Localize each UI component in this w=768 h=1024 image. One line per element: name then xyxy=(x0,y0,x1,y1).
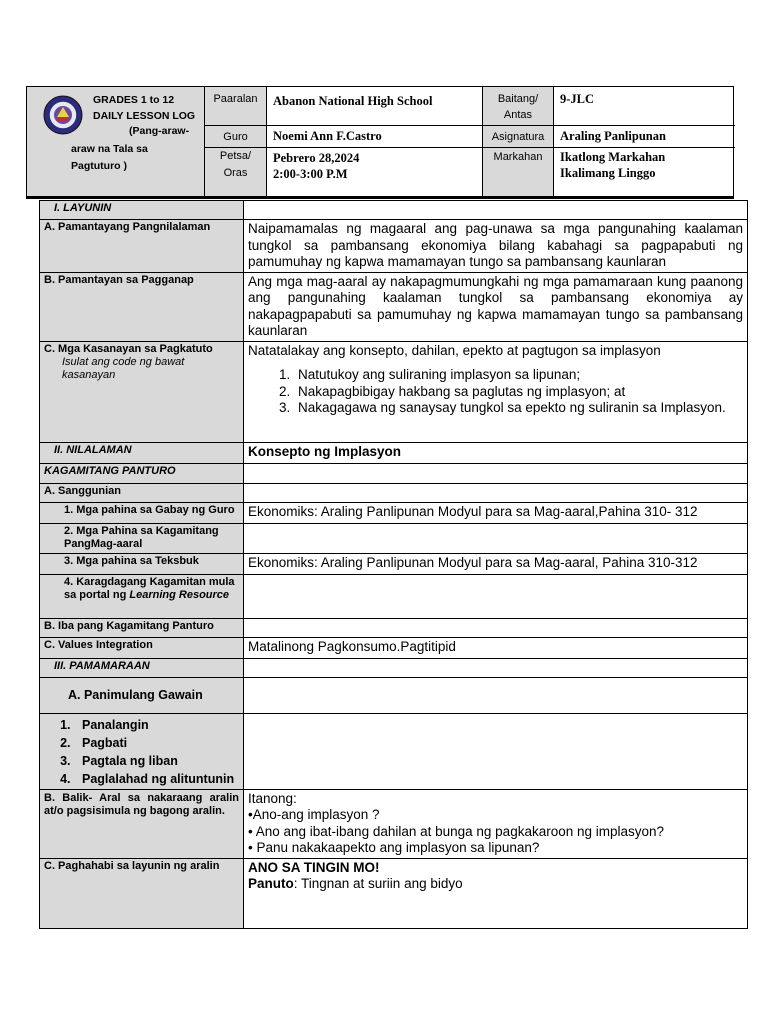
empty-cell xyxy=(244,463,748,483)
table-row xyxy=(40,442,748,463)
empty-cell xyxy=(244,201,748,220)
panimula-label: A. Panimulang Gawain xyxy=(40,677,244,713)
table-row xyxy=(40,483,748,502)
quarter-value-line1: Ikatlong Markahan xyxy=(560,150,666,164)
section-pamamaraan: III. PAMAMARAAN xyxy=(40,658,244,677)
paghahabi-title: ANO SA TINGIN MO! xyxy=(248,859,380,875)
teacher-label: Guro xyxy=(223,131,248,143)
panimula-list xyxy=(44,716,239,788)
table-row xyxy=(40,637,748,658)
list-item: 1. Panalangin xyxy=(74,716,239,734)
s4-label-text: 4. Karagdagang Kagamitan mula sa portal ng xyxy=(64,575,235,601)
date-value-line2: 2:00-3:00 P.M xyxy=(273,167,348,181)
date-label-line2: Oras xyxy=(223,167,248,179)
iba-label: B. Iba pang Kagamitang Panturo xyxy=(40,618,244,637)
balik-question: • Ano ang ibat-ibang dahilan at bunga ng pagkakaroon ng implasyon? xyxy=(248,823,665,839)
title-cell xyxy=(27,87,204,196)
table-row xyxy=(40,618,748,637)
empty-cell xyxy=(244,618,748,637)
grade-label xyxy=(483,91,553,123)
s4-label xyxy=(40,574,244,618)
subject-label: Asignatura xyxy=(491,131,545,143)
empty-cell xyxy=(244,713,748,789)
table-row xyxy=(40,523,748,553)
values-value: Matalinong Pagkonsumo.Pagtitipid xyxy=(244,637,748,658)
empty-cell xyxy=(244,574,748,618)
row-c-intro: Natatalakay ang konsepto, dahilan, epekto at pagtugon sa implasyon xyxy=(248,342,661,358)
row-c-label xyxy=(40,341,244,442)
header-table xyxy=(26,86,734,197)
list-item: 1. Natutukoy ang suliraning implasyon sa lipunan; xyxy=(294,367,743,384)
paghahabi-value xyxy=(244,858,748,928)
objectives-list xyxy=(248,367,743,417)
row-c-sub2: kasanayan xyxy=(62,368,116,381)
s2-label: 2. Mga Pahina sa Kagamitang PangMag-aaral xyxy=(40,523,244,553)
title-line2: DAILY LESSON LOG xyxy=(93,109,196,122)
subject-value: Araling Panlipunan xyxy=(560,129,666,143)
section-layunin: I. LAYUNIN xyxy=(40,201,244,220)
empty-cell xyxy=(244,523,748,553)
date-label-line1: Petsa/ xyxy=(219,150,252,162)
s3-value: Ekonomiks: Araling Panlipunan Modyul para sa Mag-aaral, Pahina 310-312 xyxy=(244,553,748,574)
table-row xyxy=(40,713,748,789)
balik-title: Itanong: xyxy=(248,790,297,806)
row-c-title: C. Mga Kasanayan sa Pagkatuto xyxy=(44,342,213,355)
s4-label-italic: Learning Resource xyxy=(129,588,230,601)
list-item: 2. Pagbati xyxy=(74,734,239,752)
empty-cell xyxy=(244,483,748,502)
table-row xyxy=(40,574,748,618)
row-c-sub1: Isulat ang code ng bawat xyxy=(62,355,185,368)
nilalaman-value: Konsepto ng Implasyon xyxy=(244,442,748,463)
grade-label-line1: Baitang/ xyxy=(497,93,539,105)
table-row xyxy=(40,789,748,858)
row-a-label: A. Pamantayang Pangnilalaman xyxy=(40,220,244,273)
row-b-label: B. Pamantayan sa Pagganap xyxy=(40,272,244,341)
row-a-value: Naipamamalas ng magaaral ang pag-unawa sa mga pangunahing kaalaman tungkol sa pambansang ekonomiya bilang kabahagi sa pagpapabuti ng pamumuhay ng kapwa mamamayan tungo sa pambansang kaunlaran xyxy=(244,220,748,273)
list-item: 2. Nakapagbibigay hakbang sa paglutas ng implasyon; at xyxy=(294,384,743,401)
panuto-line xyxy=(248,876,743,893)
school-value: Abanon National High School xyxy=(273,94,433,108)
panuto-value: : Tingnan at suriin ang bidyo xyxy=(293,876,463,891)
table-row xyxy=(40,658,748,677)
values-label: C. Values Integration xyxy=(40,637,244,658)
balik-question: •Ano-ang implasyon ? xyxy=(248,807,380,822)
balik-value xyxy=(244,789,748,858)
s1-value: Ekonomiks: Araling Panlipunan Modyul para sa Mag-aaral,Pahina 310- 312 xyxy=(244,502,748,523)
deped-seal-icon xyxy=(43,95,83,135)
empty-cell xyxy=(244,658,748,677)
grade-label-line2: Antas xyxy=(503,109,533,121)
title-line4: araw na Tala sa Pagtuturo ) xyxy=(71,143,148,172)
teacher-value: Noemi Ann F.Castro xyxy=(273,129,382,143)
grade-value: 9-JLC xyxy=(560,92,595,106)
title-line3: (Pang-araw- xyxy=(129,125,190,137)
panuto-label: Panuto xyxy=(248,876,294,891)
table-row xyxy=(40,201,748,220)
s3-label: 3. Mga pahina sa Teksbuk xyxy=(40,553,244,574)
section-kagamitan: KAGAMITANG PANTURO xyxy=(40,463,244,483)
quarter-label: Markahan xyxy=(493,151,543,163)
row-c-value xyxy=(244,341,748,442)
title-line1: GRADES 1 to 12 xyxy=(93,94,175,106)
date-value xyxy=(273,150,359,182)
date-label xyxy=(205,148,266,182)
panimula-items-cell xyxy=(40,713,244,789)
table-row xyxy=(40,220,748,273)
quarter-value xyxy=(560,149,665,181)
list-item: 4. Paglalahad ng alituntunin xyxy=(74,770,239,788)
table-row xyxy=(40,553,748,574)
balik-label: B. Balik- Aral sa nakaraang aralin at/o pagsisimula ng bagong aralin. xyxy=(40,789,244,858)
empty-cell xyxy=(244,677,748,713)
sanggunian-label: A. Sanggunian xyxy=(40,483,244,502)
table-row xyxy=(40,463,748,483)
section-nilalaman: II. NILALAMAN xyxy=(40,442,244,463)
row-b-value: Ang mga mag-aaral ay nakapagmumungkahi ng mga pamamaraan kung paanong ang pangunahing kaalaman tungkol sa pambansang ekonomiya ay nakapagpapabuti sa pamumuhay ng kapwa mamamayan tungo sa pambansang kaunlaran xyxy=(244,272,748,341)
table-row xyxy=(40,858,748,928)
quarter-value-line2: Ikalimang Linggo xyxy=(560,166,656,180)
title-block xyxy=(93,93,195,124)
balik-question: • Panu nakakaapekto ang implasyon sa lipunan? xyxy=(248,840,540,855)
paghahabi-label: C. Paghahabi sa layunin ng aralin xyxy=(40,858,244,928)
lesson-log-table xyxy=(39,200,748,929)
table-row xyxy=(40,502,748,523)
list-item: 3. Pagtala ng liban xyxy=(74,752,239,770)
list-item: 3. Nakagagawa ng sanaysay tungkol sa epekto ng suliranin sa Implasyon. xyxy=(294,400,743,417)
table-row xyxy=(40,677,748,713)
s1-label: 1. Mga pahina sa Gabay ng Guro xyxy=(40,502,244,523)
school-label: Paaralan xyxy=(213,93,258,105)
date-value-line1: Pebrero 28,2024 xyxy=(273,151,360,165)
table-row xyxy=(40,341,748,442)
table-row xyxy=(40,272,748,341)
